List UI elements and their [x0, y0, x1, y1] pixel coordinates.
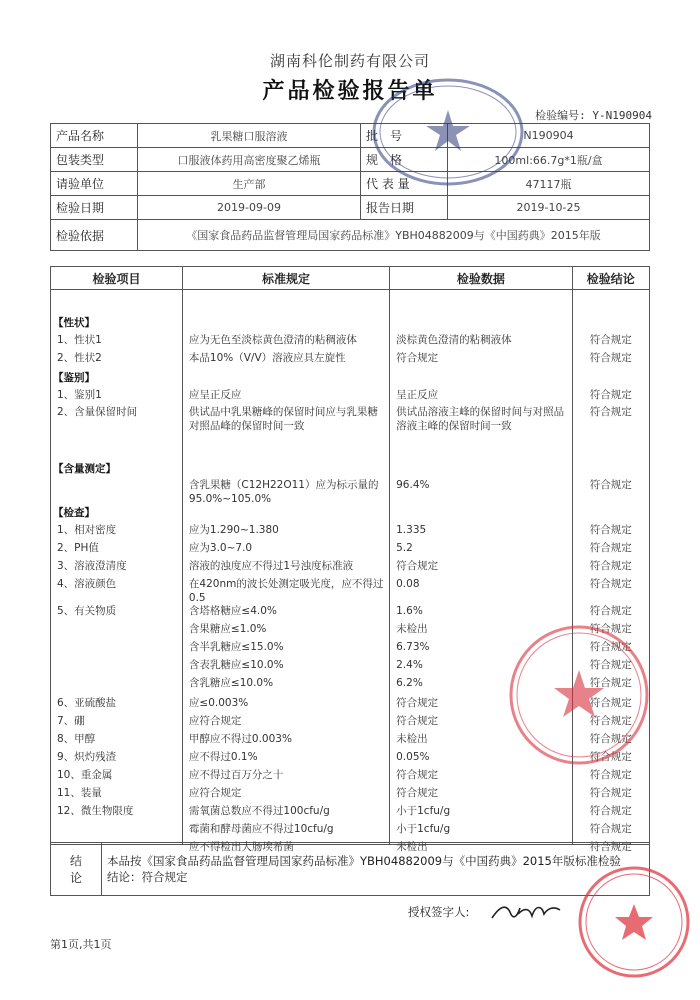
item-cell: 8、甲醇	[57, 733, 96, 745]
data-cell: 符合规定	[396, 352, 439, 364]
report-number-label: 检验编号:	[535, 109, 586, 122]
test-date-label: 检验日期	[51, 196, 138, 220]
conclusion-label-line2: 论	[69, 871, 82, 885]
result-cell: 符合规定	[589, 677, 632, 689]
data-cell: 1.335	[396, 524, 427, 536]
result-cell: 符合规定	[589, 524, 632, 536]
conclusion-text: 本品按《国家食品药品监督管理局国家药品标准》YBH04882009与《中国药典》2015年版标准检验	[107, 854, 621, 868]
item-cell: 2、含量保留时间	[57, 406, 138, 418]
item-cell: 4、溶液颜色	[57, 578, 117, 590]
result-cell: 符合规定	[589, 805, 632, 817]
standard-cell: 溶液的浊度应不得过1号浊度标准液	[188, 560, 354, 572]
standard-cell: 应不得检出大肠埃希菌	[188, 841, 294, 853]
result-cell: 符合规定	[589, 479, 632, 491]
report-number-value: Y-N190904	[592, 109, 652, 122]
report-date-value: 2019-10-25	[448, 196, 650, 220]
header-info-table	[50, 123, 650, 251]
standard-cell: 含塔格糖应≤4.0%	[188, 605, 277, 617]
result-cell: 符合规定	[589, 623, 632, 635]
page-number: 第1页,共1页	[50, 938, 112, 951]
data-cell: 小于1cfu/g	[396, 823, 451, 835]
quality-seal	[574, 862, 694, 982]
data-cell: 符合规定	[396, 787, 439, 799]
section-content: 【含量测定】	[53, 463, 116, 475]
standard-cell: 应不得过0.1%	[188, 751, 258, 763]
standard-cell: 含半乳糖应≤15.0%	[188, 641, 284, 653]
standard-cell: 含果糖应≤1.0%	[188, 623, 267, 635]
data-cell: 未检出	[396, 733, 428, 745]
data-cell: 未检出	[396, 841, 428, 853]
result-cell: 符合规定	[589, 334, 632, 346]
standard-cell: 在420nm的波长处测定吸光度，应不得过0.5	[188, 578, 384, 604]
requester-value: 生产部	[138, 172, 361, 196]
conclusion-result: 结论：符合规定	[107, 870, 188, 884]
result-cell: 符合规定	[589, 406, 632, 418]
conclusion-label	[51, 843, 102, 896]
result-cell: 符合规定	[589, 641, 632, 653]
company-name: 湖南科伦制药有限公司	[269, 52, 430, 70]
data-cell: 淡棕黄色澄清的粘稠液体	[396, 334, 512, 346]
item-cell: 10、重金属	[57, 769, 113, 781]
data-cell: 96.4%	[396, 479, 430, 491]
result-cell: 符合规定	[589, 715, 632, 727]
standard-cell: 含乳糖应≤10.0%	[188, 677, 274, 689]
standard-cell: 应为无色至淡棕黄色澄清的粘稠液体	[188, 334, 357, 346]
col-header-item: 检验项目	[51, 267, 183, 290]
data-cell: 0.08	[396, 578, 420, 590]
conclusion-table	[50, 842, 650, 896]
standard-cell: 需氧菌总数应不得过100cfu/g	[188, 805, 330, 817]
section-traits: 【性状】	[53, 317, 95, 329]
data-cell: 0.05%	[396, 751, 430, 763]
batch-value: N190904	[448, 124, 650, 148]
data-cell: 小于1cfu/g	[396, 805, 451, 817]
result-cell: 符合规定	[589, 787, 632, 799]
result-cell: 符合规定	[589, 769, 632, 781]
section-check: 【检查】	[53, 507, 95, 519]
item-cell: 7、硼	[57, 715, 85, 727]
result-cell: 符合规定	[589, 542, 632, 554]
quantity-label: 代 表 量	[361, 172, 448, 196]
result-cell: 符合规定	[589, 352, 632, 364]
data-cell: 符合规定	[396, 769, 439, 781]
product-name-value: 乳果糖口服溶液	[138, 124, 361, 148]
basis-label: 检验依据	[51, 220, 138, 251]
package-value: 口服液体药用高密度聚乙烯瓶	[138, 148, 361, 172]
col-header-data: 检验数据	[390, 267, 572, 290]
item-column	[51, 290, 183, 845]
data-cell: 符合规定	[396, 697, 439, 709]
product-name-label: 产品名称	[51, 124, 138, 148]
item-cell: 5、有关物质	[57, 605, 117, 617]
item-cell: 6、亚硫酸盐	[57, 697, 117, 709]
standard-cell: 应呈正反应	[188, 389, 242, 401]
data-cell: 符合规定	[396, 715, 439, 727]
spec-value: 100ml:66.7g*1瓶/盒	[448, 148, 650, 172]
data-cell: 5.2	[396, 542, 413, 554]
batch-label: 批 号	[361, 124, 448, 148]
item-cell: 2、PH值	[57, 542, 99, 554]
standard-cell: 应符合规定	[188, 787, 242, 799]
report-number	[535, 107, 652, 123]
result-cell: 符合规定	[589, 578, 632, 590]
result-cell: 符合规定	[589, 697, 632, 709]
standard-cell: 供试品中乳果糖峰的保留时间应与乳果糖对照品峰的保留时间一致	[188, 406, 378, 432]
inspection-seal	[368, 72, 528, 192]
standard-cell: 含乳果糖（C12H22O11）应为标示量的95.0%~105.0%	[188, 479, 379, 505]
item-cell: 2、性状2	[57, 352, 102, 364]
quantity-value: 47117瓶	[448, 172, 650, 196]
result-cell: 符合规定	[589, 751, 632, 763]
basis-value: 《国家食品药品监督管理局国家药品标准》YBH04882009与《中国药典》2015年版	[138, 220, 650, 251]
report-title: 产品检验报告单	[262, 79, 438, 104]
data-cell: 6.2%	[396, 677, 423, 689]
col-header-result: 检验结论	[572, 267, 649, 290]
section-identify: 【鉴别】	[53, 372, 95, 384]
data-cell: 呈正反应	[396, 389, 439, 401]
data-cell: 1.6%	[396, 605, 423, 617]
company-seal	[504, 620, 654, 770]
data-cell: 2.4%	[396, 659, 423, 671]
result-cell: 符合规定	[589, 560, 632, 572]
standard-cell: 应为3.0~7.0	[188, 542, 253, 554]
conclusion-body	[102, 843, 650, 896]
result-cell: 符合规定	[589, 605, 632, 617]
package-label: 包装类型	[51, 148, 138, 172]
item-cell: 3、溶液澄清度	[57, 560, 127, 572]
standard-cell: 含表乳糖应≤10.0%	[188, 659, 284, 671]
item-cell: 1、鉴别1	[57, 389, 102, 401]
standard-column	[182, 290, 389, 853]
standard-cell: 应为1.290~1.380	[188, 524, 279, 536]
result-cell: 符合规定	[589, 389, 632, 401]
standard-cell: 本品10%（V/V）溶液应具左旋性	[188, 352, 346, 364]
item-cell: 1、性状1	[57, 334, 102, 346]
spec-label: 规 格	[361, 148, 448, 172]
data-cell: 符合规定	[396, 560, 439, 572]
data-cell: 6.73%	[396, 641, 430, 653]
standard-cell: 应不得过百万分之十	[188, 769, 284, 781]
result-cell: 符合规定	[589, 733, 632, 745]
data-cell: 未检出	[396, 623, 428, 635]
standard-cell: 霉菌和酵母菌应不得过10cfu/g	[188, 823, 334, 835]
standard-cell: 甲醇应不得过0.003%	[188, 733, 292, 745]
item-cell: 12、微生物限度	[57, 805, 134, 817]
requester-label: 请验单位	[51, 172, 138, 196]
conclusion-label-line1: 结	[69, 854, 82, 868]
item-cell: 1、相对密度	[57, 524, 117, 536]
signer-label: 授权签字人:	[408, 905, 470, 919]
standard-cell: 应≤0.003%	[188, 697, 249, 709]
result-cell: 符合规定	[589, 841, 632, 853]
test-date-value: 2019-09-09	[138, 196, 361, 220]
col-header-standard: 标准规定	[182, 267, 389, 290]
data-cell: 供试品溶液主峰的保留时间与对照品溶液主峰的保留时间一致	[396, 406, 565, 432]
report-date-label: 报告日期	[361, 196, 448, 220]
result-cell: 符合规定	[589, 659, 632, 671]
standard-cell: 应符合规定	[188, 715, 242, 727]
result-cell: 符合规定	[589, 823, 632, 835]
signature-image	[486, 896, 566, 926]
item-cell: 11、装量	[57, 787, 102, 799]
item-cell: 9、炽灼残渣	[57, 751, 117, 763]
